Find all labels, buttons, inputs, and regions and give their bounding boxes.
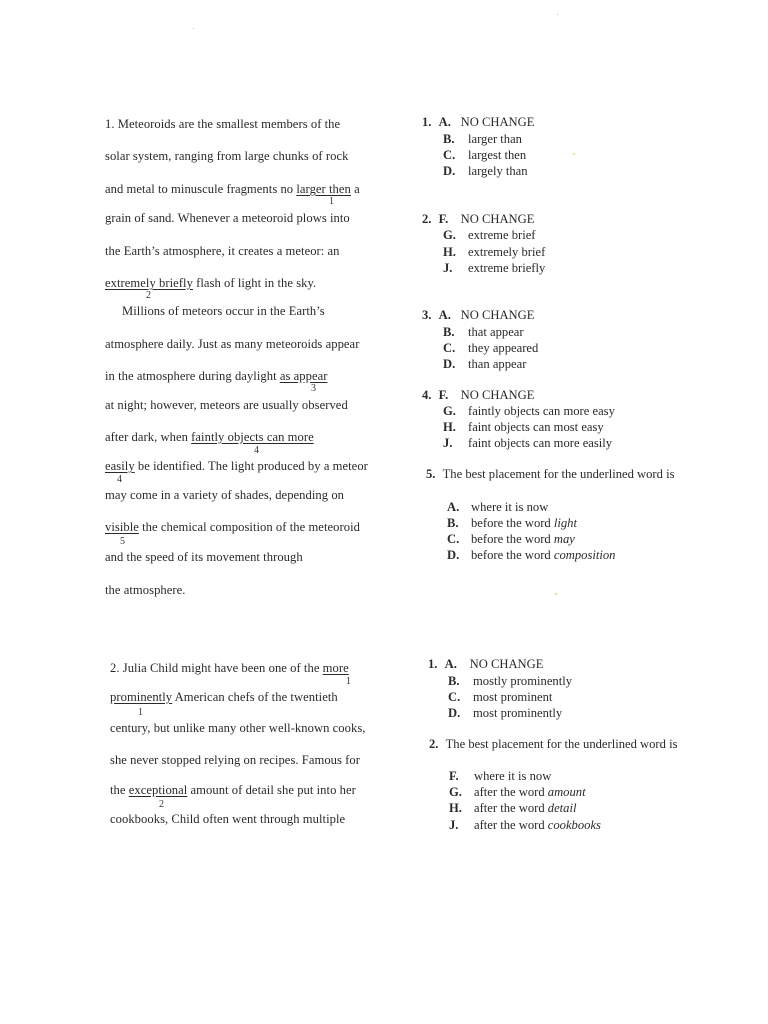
choice-letter: B.	[447, 516, 459, 530]
passage-line	[105, 276, 316, 291]
passage-line	[105, 459, 368, 474]
passage-line: solar system, ranging from large chunks of rock	[105, 149, 349, 163]
choice-row[interactable]	[443, 404, 615, 419]
underlined-phrase-5: visible	[105, 520, 139, 534]
underlined-phrase-2: extremely briefly	[105, 276, 193, 290]
choice-text[interactable]: NO CHANGE	[460, 212, 535, 226]
passage-text: after dark, when	[105, 430, 192, 444]
choice-row[interactable]	[448, 706, 562, 721]
choice-letter: C.	[447, 532, 460, 546]
choice-row[interactable]	[449, 801, 576, 816]
choice-row[interactable]	[443, 261, 545, 276]
choice-letter: J.	[443, 261, 453, 275]
question-marker: 5	[120, 536, 125, 547]
choice-row[interactable]	[443, 245, 545, 260]
choice-row[interactable]	[448, 690, 552, 705]
question-number: 5.	[426, 467, 436, 481]
passage-line	[105, 520, 360, 535]
choice-letter: C.	[448, 690, 461, 704]
choice-letter: F.	[438, 212, 449, 226]
question-2	[429, 737, 677, 752]
choice-letter: G.	[443, 228, 456, 242]
choice-emphasis: cookbooks	[547, 818, 601, 832]
choice-row[interactable]	[449, 818, 601, 833]
choice-row[interactable]	[443, 148, 526, 163]
choice-text: where it is now	[474, 769, 552, 783]
question-4	[422, 388, 534, 403]
choice-text: extremely brief	[468, 245, 546, 259]
choice-text[interactable]: NO CHANGE	[460, 115, 535, 129]
passage-text: in the atmosphere during daylight	[105, 369, 280, 383]
passage-line: the atmosphere.	[105, 583, 186, 597]
question-prompt: The best placement for the underlined word is	[445, 737, 678, 751]
choice-text[interactable]: NO CHANGE	[460, 308, 535, 322]
underlined-phrase-1: more	[322, 661, 349, 675]
question-1	[422, 115, 534, 130]
choice-text: than appear	[468, 357, 527, 371]
choice-letter: A.	[438, 115, 451, 129]
choice-letter: J.	[449, 818, 459, 832]
question-prompt: The best placement for the underlined word is	[442, 467, 675, 481]
choice-letter: B.	[443, 132, 455, 146]
passage-text: be identified. The light produced by a meteor	[134, 459, 368, 473]
question-number: 2.	[422, 212, 432, 226]
question-number: 4.	[422, 388, 432, 402]
choice-row[interactable]	[443, 436, 612, 451]
choice-text: after the word	[474, 818, 548, 832]
passage-line: she never stopped relying on recipes. Famous for	[110, 753, 361, 767]
passage-line	[105, 182, 360, 197]
choice-row[interactable]	[447, 500, 548, 515]
passage-text: and metal to minuscule fragments no	[105, 182, 297, 196]
underlined-phrase-1: larger then	[296, 182, 351, 196]
passage-text: the chemical composition of the meteoroid	[138, 520, 360, 534]
choice-text: most prominent	[473, 690, 553, 704]
choice-row[interactable]	[449, 769, 551, 784]
question-1	[428, 657, 543, 672]
passage-line	[110, 690, 338, 705]
choice-letter: H.	[449, 801, 462, 815]
choice-emphasis: amount	[547, 785, 586, 799]
choice-letter: F.	[438, 388, 449, 402]
passage-line: at night; however, meteors are usually observed	[105, 398, 348, 412]
question-marker: 2	[159, 799, 164, 810]
passage-line: cookbooks, Child often went through multiple	[110, 812, 346, 826]
scan-speck	[555, 593, 557, 595]
passage-text: the	[110, 783, 129, 797]
question-5	[426, 467, 674, 482]
scan-speck	[193, 28, 194, 29]
passage-line	[105, 369, 327, 384]
choice-letter: A.	[444, 657, 457, 671]
choice-letter: D.	[448, 706, 461, 720]
choice-text: after the word	[474, 801, 548, 815]
passage-line: the Earth’s atmosphere, it creates a meteor: an	[105, 244, 340, 258]
choice-text: largest then	[468, 148, 527, 162]
passage-text: a	[350, 182, 360, 196]
choice-text: before the word	[471, 516, 554, 530]
choice-letter: H.	[443, 420, 456, 434]
passage-line: 1. Meteoroids are the smallest members of the	[105, 117, 341, 131]
passage-line: atmosphere daily. Just as many meteoroids appear	[105, 337, 360, 351]
choice-text: before the word	[471, 548, 554, 562]
choice-letter: C.	[443, 148, 456, 162]
choice-text: larger than	[468, 132, 522, 146]
choice-text[interactable]: NO CHANGE	[469, 657, 544, 671]
passage-line: Millions of meteors occur in the Earth’s	[122, 304, 325, 318]
question-3	[422, 308, 534, 323]
choice-text: extreme briefly	[468, 261, 546, 275]
choice-row[interactable]	[443, 132, 522, 147]
choice-row[interactable]	[447, 532, 575, 547]
choice-text: mostly prominently	[473, 674, 572, 688]
question-number: 1.	[422, 115, 432, 129]
passage-line	[105, 430, 314, 445]
passage-text: 2. Julia Child might have been one of the	[110, 661, 323, 675]
choice-letter: G.	[443, 404, 456, 418]
question-marker: 1	[346, 676, 351, 687]
choice-letter: G.	[449, 785, 462, 799]
question-marker: 4	[254, 445, 259, 456]
choice-emphasis: composition	[553, 548, 616, 562]
choice-text: extreme brief	[468, 228, 536, 242]
choice-emphasis: light	[553, 516, 577, 530]
choice-text: that appear	[468, 325, 524, 339]
question-marker: 2	[146, 290, 151, 301]
scan-speck	[573, 153, 575, 155]
choice-text: faint objects can more easily	[468, 436, 613, 450]
question-marker: 1	[138, 707, 143, 718]
choice-text: faint objects can most easy	[468, 420, 604, 434]
choice-text: largely than	[468, 164, 528, 178]
passage-line: century, but unlike many other well-known cooks,	[110, 721, 366, 735]
underlined-phrase-2: exceptional	[128, 783, 188, 797]
choice-letter: H.	[443, 245, 456, 259]
question-number: 2.	[429, 737, 439, 751]
choice-row[interactable]	[443, 420, 604, 435]
underlined-phrase-1-continued: prominently	[110, 690, 173, 704]
choice-row[interactable]	[448, 674, 572, 689]
choice-letter: F.	[449, 769, 459, 783]
choice-row[interactable]	[443, 164, 528, 179]
choice-letter: A.	[438, 308, 451, 322]
passage-text: American chefs of the twentieth	[172, 690, 338, 704]
choice-text: before the word	[471, 532, 554, 546]
choice-text: they appeared	[468, 341, 539, 355]
choice-letter: J.	[443, 436, 453, 450]
choice-letter: D.	[443, 164, 456, 178]
choice-row[interactable]	[443, 325, 524, 340]
underlined-phrase-4-continued: easily	[105, 459, 135, 473]
passage-text: flash of light in the sky.	[192, 276, 317, 290]
choice-text: most prominently	[473, 706, 563, 720]
choice-row[interactable]	[443, 228, 535, 243]
choice-letter: C.	[443, 341, 456, 355]
choice-text[interactable]: NO CHANGE	[460, 388, 535, 402]
question-marker: 4	[117, 474, 122, 485]
question-marker: 3	[311, 383, 316, 394]
choice-row[interactable]	[447, 548, 615, 563]
choice-row[interactable]	[443, 357, 526, 372]
passage-line: may come in a variety of shades, depending on	[105, 488, 345, 502]
underlined-phrase-4: faintly objects can more	[191, 430, 314, 444]
question-number: 3.	[422, 308, 432, 322]
choice-row[interactable]	[447, 516, 577, 531]
choice-row[interactable]	[443, 341, 538, 356]
choice-text: faintly objects can more easy	[468, 404, 615, 418]
choice-text: where it is now	[471, 500, 549, 514]
choice-text: after the word	[474, 785, 548, 799]
choice-row[interactable]	[449, 785, 586, 800]
passage-text: amount of detail she put into her	[187, 783, 356, 797]
choice-letter: B.	[448, 674, 460, 688]
choice-letter: B.	[443, 325, 455, 339]
question-marker: 1	[329, 196, 334, 207]
scan-speck	[557, 14, 558, 15]
question-2	[422, 212, 534, 227]
choice-letter: D.	[447, 548, 460, 562]
choice-emphasis: detail	[547, 801, 577, 815]
passage-line	[110, 783, 356, 798]
choice-letter: A.	[447, 500, 460, 514]
passage-line: and the speed of its movement through	[105, 550, 303, 564]
passage-line	[110, 661, 349, 676]
choice-letter: D.	[443, 357, 456, 371]
choice-emphasis: may	[553, 532, 575, 546]
question-number: 1.	[428, 657, 438, 671]
underlined-phrase-3: as appear	[279, 369, 328, 383]
passage-line: grain of sand. Whenever a meteoroid plows into	[105, 211, 350, 225]
